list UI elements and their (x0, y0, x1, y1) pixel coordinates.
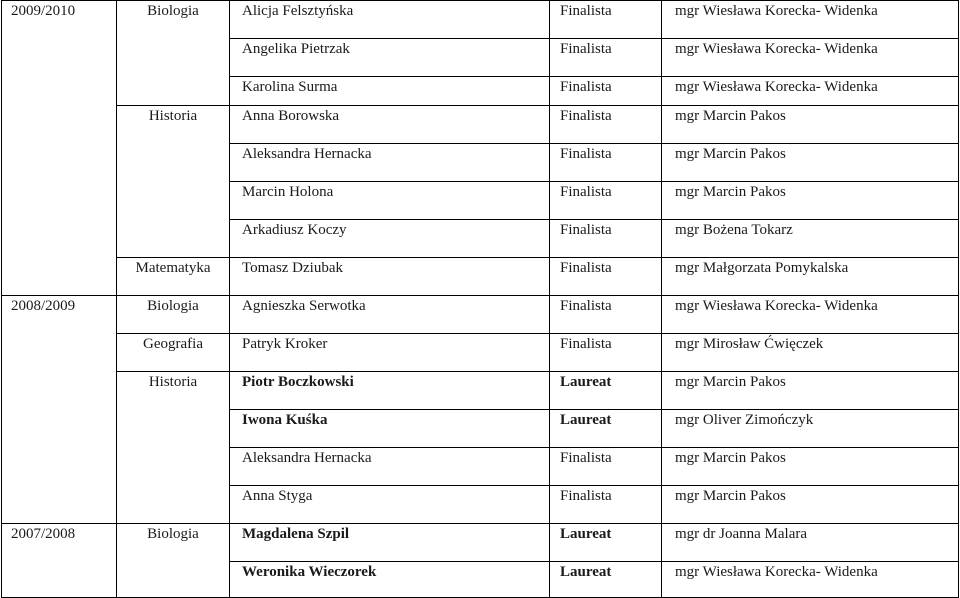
tutor-cell: mgr Wiesława Korecka- Widenka (662, 1, 959, 39)
table-row (2, 296, 959, 334)
student-name: Agnieszka Serwotka (230, 296, 550, 334)
tutor-cell: mgr Marcin Pakos (662, 106, 959, 144)
year-cell: 2007/2008 (2, 524, 117, 598)
result-cell: Finalista (550, 182, 662, 220)
subject-cell: Matematyka (117, 258, 230, 296)
tutor-cell: mgr Marcin Pakos (662, 182, 959, 220)
result-cell: Finalista (550, 296, 662, 334)
table-row (2, 372, 959, 410)
tutor-cell: mgr Wiesława Korecka- Widenka (662, 296, 959, 334)
subject-cell: Geografia (117, 334, 230, 372)
result-cell: Laureat (550, 372, 662, 410)
table-row (2, 1, 959, 39)
tutor-cell: mgr Wiesława Korecka- Widenka (662, 77, 959, 106)
result-cell: Finalista (550, 220, 662, 258)
result-cell: Finalista (550, 258, 662, 296)
tutor-cell: mgr Marcin Pakos (662, 486, 959, 524)
student-name: Angelika Pietrzak (230, 39, 550, 77)
student-name: Anna Borowska (230, 106, 550, 144)
table-row (2, 524, 959, 562)
result-cell: Finalista (550, 144, 662, 182)
student-name: Arkadiusz Koczy (230, 220, 550, 258)
tutor-cell: mgr Marcin Pakos (662, 372, 959, 410)
result-cell: Finalista (550, 106, 662, 144)
tutor-cell: mgr Marcin Pakos (662, 144, 959, 182)
student-name: Patryk Kroker (230, 334, 550, 372)
year-cell: 2009/2010 (2, 1, 117, 296)
student-name: Piotr Boczkowski (230, 372, 550, 410)
student-name: Magdalena Szpil (230, 524, 550, 562)
subject-cell: Biologia (117, 524, 230, 598)
result-cell: Laureat (550, 524, 662, 562)
result-cell: Laureat (550, 562, 662, 598)
subject-cell: Historia (117, 106, 230, 258)
tutor-cell: mgr Bożena Tokarz (662, 220, 959, 258)
subject-cell: Biologia (117, 1, 230, 106)
table-row (2, 258, 959, 296)
result-cell: Finalista (550, 77, 662, 106)
student-name: Karolina Surma (230, 77, 550, 106)
year-cell: 2008/2009 (2, 296, 117, 524)
tutor-cell: mgr Oliver Zimończyk (662, 410, 959, 448)
student-name: Alicja Felsztyńska (230, 1, 550, 39)
subject-cell: Historia (117, 372, 230, 524)
student-name: Aleksandra Hernacka (230, 144, 550, 182)
student-name: Tomasz Dziubak (230, 258, 550, 296)
tutor-cell: mgr Małgorzata Pomykalska (662, 258, 959, 296)
result-cell: Finalista (550, 486, 662, 524)
result-cell: Finalista (550, 448, 662, 486)
result-cell: Finalista (550, 39, 662, 77)
result-cell: Finalista (550, 1, 662, 39)
table-row (2, 106, 959, 144)
result-cell: Finalista (550, 334, 662, 372)
table-row (2, 334, 959, 372)
tutor-cell: mgr Marcin Pakos (662, 448, 959, 486)
student-name: Aleksandra Hernacka (230, 448, 550, 486)
results-table (1, 0, 959, 598)
results-table-body (2, 1, 959, 598)
student-name: Iwona Kuśka (230, 410, 550, 448)
student-name: Anna Styga (230, 486, 550, 524)
result-cell: Laureat (550, 410, 662, 448)
tutor-cell: mgr dr Joanna Malara (662, 524, 959, 562)
subject-cell: Biologia (117, 296, 230, 334)
student-name: Weronika Wieczorek (230, 562, 550, 598)
tutor-cell: mgr Wiesława Korecka- Widenka (662, 39, 959, 77)
tutor-cell: mgr Mirosław Ćwięczek (662, 334, 959, 372)
tutor-cell: mgr Wiesława Korecka- Widenka (662, 562, 959, 598)
student-name: Marcin Holona (230, 182, 550, 220)
